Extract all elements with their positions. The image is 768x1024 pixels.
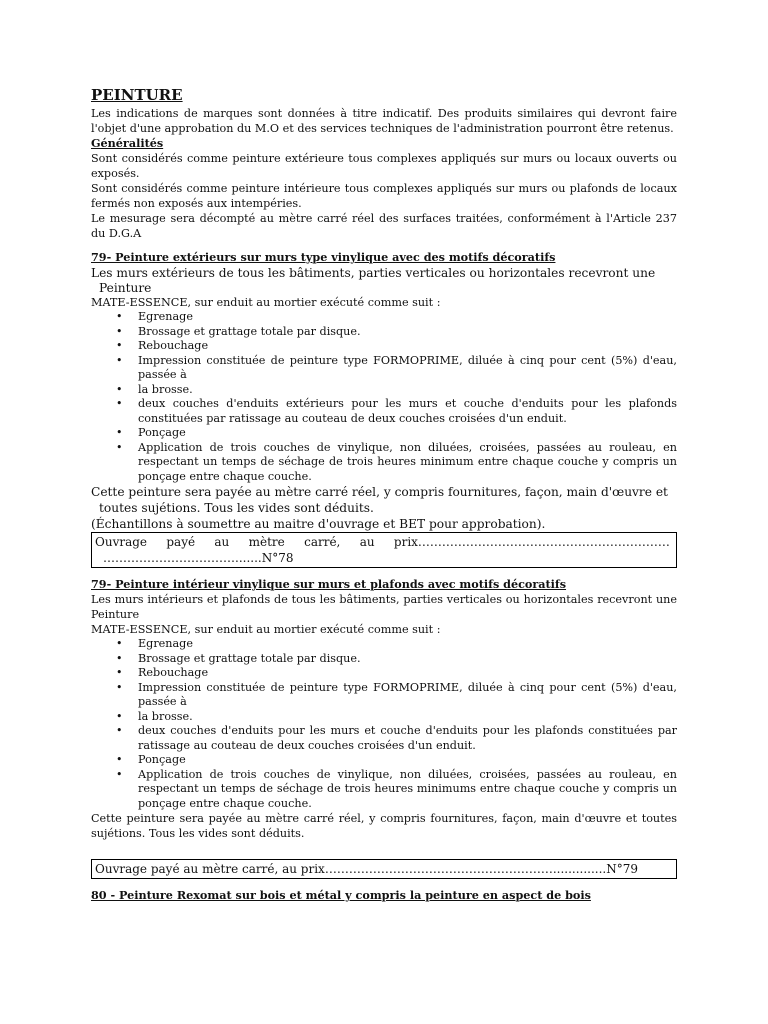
section1-title: 79- Peinture extérieurs sur murs type vinylique avec des motifs décoratifs (91, 250, 556, 264)
list-item: • Brossage et grattage totale par disque. (116, 324, 361, 338)
section2-intro: Les murs intérieurs et plafonds de tous les bâtiments, parties verticales ou horizontales recevront une Peinture (91, 593, 677, 621)
section1-after2: toutes sujétions. Tous les vides sont déduits. (99, 501, 374, 515)
section3-title: 80 - Peinture Rexomat sur bois et métal y compris la peinture en aspect de bois (91, 888, 591, 902)
list-item: • Egrenage (116, 637, 193, 650)
list-item: • la brosse. (116, 382, 193, 396)
list-item: • deux couches d'enduits pour les murs et couche d'enduits pour les plafonds constituées par ratissage au couteau de deux couches croisées d'un enduit. (116, 724, 677, 752)
section2-after: Cette peinture sera payée au mètre carré réel, y compris fournitures, façon, main d'œuvre et toutes sujétions. Tous les vides sont déduits. (91, 812, 677, 840)
intro-paragraph: Les indications de marques sont données à titre indicatif. Des produits similaires qui devront faire l'objet d'une approbation du M.O et des services techniques de l'administration pourront être retenus. (91, 107, 677, 135)
list-item: • deux couches d'enduits extérieurs pour les murs et couche d'enduits pour les plafonds constituées par ratissage au couteau de deux couches croisées d'un enduit. (116, 397, 677, 425)
section1-line2: Peinture (99, 281, 152, 295)
box-word: payé (166, 535, 196, 549)
list-item: • Rebouchage (116, 666, 209, 679)
document-page (91, 86, 677, 903)
list-item: • Application de trois couches de vinylique, non diluées, croisées, passées au rouleau, en respectant un temps de séchage de trois heures minimum entre chaque couche y compris un ponçage entre chaque couche. (116, 440, 677, 483)
list-item: • Brossage et grattage totale par disque. (116, 651, 361, 665)
list-item: • la brosse. (116, 709, 193, 723)
list-item: • Ponçage (116, 426, 186, 439)
generalites-p1: Sont considérés comme peinture extérieure tous complexes appliqués sur murs ou locaux ouverts ou exposés. (91, 152, 677, 180)
box-word: au (214, 535, 230, 549)
box-word: au (359, 535, 375, 549)
list-item: • Impression constituée de peinture type FORMOPRIME, diluée à cinq pour cent (5%) d'eau, passée à (116, 353, 677, 381)
generalites-heading: Généralités (91, 136, 164, 150)
list-item: • Egrenage (116, 310, 193, 323)
box-word: carré, (304, 535, 341, 549)
box-word: prix……………………………………………………… (393, 535, 670, 549)
list-item: • Impression constituée de peinture type FORMOPRIME, diluée à cinq pour cent (5%) d'eau, passée à (116, 680, 677, 708)
generalites-p3: Le mesurage sera décompté au mètre carré réel des surfaces traitées, conformément à l'Article 237 du D.G.A (91, 212, 677, 240)
section1-after1: Cette peinture sera payée au mètre carré réel, y compris fournitures, façon, main d'œuvre et (91, 485, 668, 499)
section1-line1: Les murs extérieurs de tous les bâtiments, parties verticales ou horizontales recevront une (91, 266, 656, 280)
list-item: • Application de trois couches de vinylique, non diluées, croisées, passées au rouleau, en respectant un temps de séchage de trois heures minimums entre chaque couche y compris un ponçage entre chaque couche. (116, 767, 677, 810)
box-line2: …………………………….......N°78 (103, 551, 294, 565)
section1-line3: MATE-ESSENCE, sur enduit au mortier exécuté comme suit : (91, 296, 441, 309)
section2-title: 79- Peinture intérieur vinylique sur murs et plafonds avec motifs décoratifs (91, 577, 567, 591)
list-item: • Rebouchage (116, 339, 209, 352)
box-word: Ouvrage (95, 535, 148, 549)
box-word: mètre (248, 535, 285, 549)
section1-after3: (Échantillons à soumettre au maitre d'ouvrage et BET pour approbation). (91, 517, 546, 531)
section2-list (91, 637, 677, 811)
section1-list (91, 310, 677, 484)
generalites-p2: Sont considérés comme peinture intérieure tous complexes appliqués sur murs ou plafonds de locaux fermés non exposés aux intempéries. (91, 182, 677, 210)
list-item: • Ponçage (116, 753, 186, 766)
price-box-79: Ouvrage payé au mètre carré, au prix…………………………………………………..............N°79 (91, 859, 677, 879)
price-box-78 (91, 532, 677, 568)
section2-line3: MATE-ESSENCE, sur enduit au mortier exécuté comme suit : (91, 623, 441, 636)
page-title: PEINTURE (91, 86, 183, 104)
